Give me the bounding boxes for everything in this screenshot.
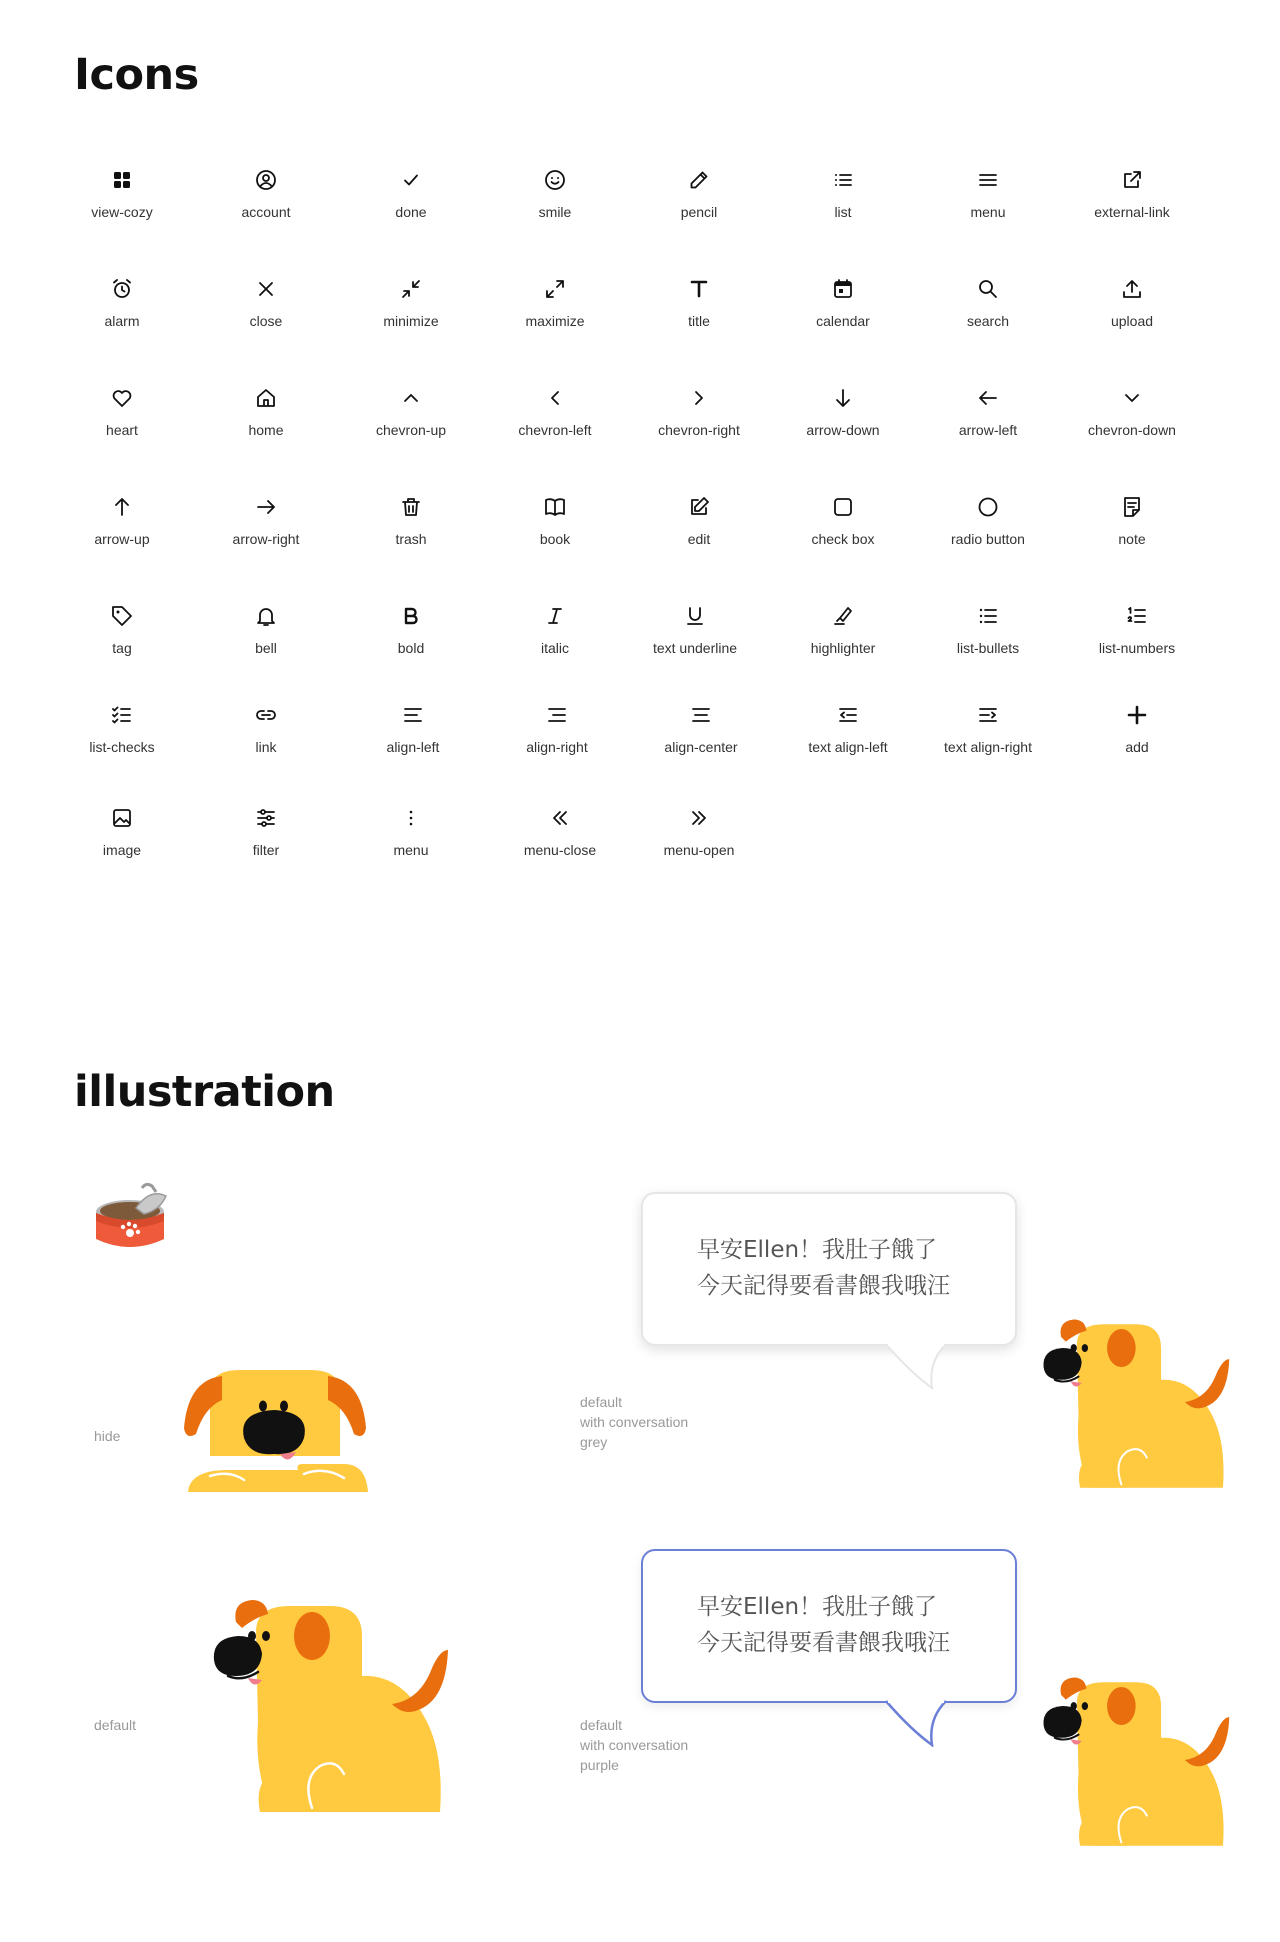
icon-label: trash (395, 531, 427, 547)
text-align-right-icon (975, 702, 1001, 728)
speech-bubble-purple-text (697, 1589, 950, 1661)
icon-label: check box (811, 531, 875, 547)
icon-cell-book (480, 494, 630, 547)
icon-cell-menu-open (624, 805, 774, 858)
icon-label: chevron-down (1088, 422, 1176, 438)
pencil-icon (686, 167, 712, 193)
arrow-right-icon (253, 494, 279, 520)
icon-label: title (688, 313, 710, 329)
close-icon (253, 276, 279, 302)
icon-cell-arrow-left (913, 385, 1063, 438)
filter-icon (253, 805, 279, 831)
icon-label: list-bullets (956, 640, 1020, 656)
chevron-left-icon (542, 385, 568, 411)
icon-cell-account (191, 167, 341, 220)
icon-cell-list (768, 167, 918, 220)
menu-open-icon (686, 805, 712, 831)
caption-line-1: default (580, 1717, 623, 1733)
dog-hide-illustration (180, 1362, 370, 1492)
caption-line-3: purple (580, 1757, 619, 1773)
icon-label: done (395, 204, 427, 220)
icon-cell-align-left (338, 702, 488, 755)
icon-cell-trash (336, 494, 486, 547)
icon-cell-add (1062, 702, 1212, 755)
conversation-purple-caption (580, 1715, 688, 1775)
icon-cell-align-center (626, 702, 776, 755)
icon-cell-external-link (1057, 167, 1207, 220)
list-numbers-icon (1124, 603, 1150, 629)
icon-label: minimize (383, 313, 439, 329)
link-icon (253, 702, 279, 728)
icon-label: search (966, 313, 1010, 329)
bubble-line-1: 早安Ellen！我肚子餓了 (697, 1594, 938, 1620)
icon-label: smile (538, 204, 572, 220)
icon-label: arrow-up (94, 531, 150, 547)
check-box-icon (830, 494, 856, 520)
tag-icon (109, 603, 135, 629)
icon-label: list-numbers (1098, 640, 1176, 656)
icon-label: book (539, 531, 571, 547)
icon-cell-italic (480, 603, 630, 656)
icon-cell-note (1057, 494, 1207, 547)
icon-cell-arrow-down (768, 385, 918, 438)
icon-cell-list-numbers (1062, 603, 1212, 656)
icon-cell-align-right (482, 702, 632, 755)
view-cozy-icon (109, 167, 135, 193)
arrow-left-icon (975, 385, 1001, 411)
icon-label: list (834, 204, 852, 220)
icon-cell-menu-dots (336, 805, 486, 858)
icon-label: edit (687, 531, 711, 547)
note-icon (1119, 494, 1145, 520)
conversation-grey-caption (580, 1392, 688, 1452)
dog-food-can-illustration (92, 1182, 172, 1254)
bubble-line-2: 今天記得要看書餵我哦汪 (697, 1273, 950, 1299)
alarm-icon (109, 276, 135, 302)
icon-cell-highlighter (768, 603, 918, 656)
speech-bubble-purple-tail (880, 1699, 960, 1747)
chevron-down-icon (1119, 385, 1145, 411)
icon-cell-bold (336, 603, 486, 656)
arrow-up-icon (109, 494, 135, 520)
icon-label: menu (970, 204, 1006, 220)
icon-cell-search (913, 276, 1063, 329)
maximize-icon (542, 276, 568, 302)
dog-conversation-grey-illustration (1042, 1314, 1242, 1490)
icon-label: arrow-left (958, 422, 1018, 438)
speech-bubble-grey (641, 1192, 1017, 1346)
icon-label: list-checks (89, 739, 155, 755)
icon-cell-tag (47, 603, 197, 656)
chevron-up-icon (398, 385, 424, 411)
dog-default-illustration (212, 1596, 464, 1812)
icon-label: text align-left (808, 739, 888, 755)
icon-cell-done (336, 167, 486, 220)
bell-icon (253, 603, 279, 629)
icon-cell-arrow-up (47, 494, 197, 547)
icon-label: radio button (951, 531, 1025, 547)
icon-cell-chevron-up (336, 385, 486, 438)
icon-label: menu-close (523, 842, 597, 858)
icon-cell-check-box (768, 494, 918, 547)
default-caption: default (94, 1717, 137, 1733)
align-center-icon (688, 702, 714, 728)
caption-line-3: grey (580, 1434, 608, 1450)
bold-icon (398, 603, 424, 629)
caption-line-1: default (580, 1394, 623, 1410)
icon-cell-chevron-left (480, 385, 630, 438)
upload-icon (1119, 276, 1145, 302)
icon-cell-calendar (768, 276, 918, 329)
icon-cell-smile (480, 167, 630, 220)
bubble-line-2: 今天記得要看書餵我哦汪 (697, 1630, 950, 1656)
icon-cell-maximize (480, 276, 630, 329)
hide-caption: hide (94, 1428, 121, 1444)
icon-cell-title (624, 276, 774, 329)
icon-label: alarm (104, 313, 140, 329)
icon-cell-bell (191, 603, 341, 656)
icon-cell-home (191, 385, 341, 438)
trash-icon (398, 494, 424, 520)
icon-label: link (255, 739, 277, 755)
icon-label: menu (393, 842, 429, 858)
icon-cell-list-bullets (913, 603, 1063, 656)
smile-icon (542, 167, 568, 193)
icon-label: align-center (664, 739, 738, 755)
icon-label: account (241, 204, 291, 220)
icon-label: italic (540, 640, 569, 656)
radio-button-icon (975, 494, 1001, 520)
book-icon (542, 494, 568, 520)
icon-cell-edit (624, 494, 774, 547)
caption-line-2: with conversation (580, 1737, 689, 1753)
icon-label: pencil (680, 204, 718, 220)
icon-label: maximize (525, 313, 585, 329)
icon-label: text underline (652, 640, 738, 656)
icon-label: bell (255, 640, 277, 656)
icon-label: chevron-up (375, 422, 447, 438)
icon-label: align-right (526, 739, 588, 755)
icon-cell-alarm (47, 276, 197, 329)
italic-icon (542, 603, 568, 629)
icon-label: upload (1110, 313, 1154, 329)
done-icon (398, 167, 424, 193)
menu-dots-icon (398, 805, 424, 831)
icon-label: text align-right (944, 739, 1032, 755)
icon-cell-view-cozy (47, 167, 197, 220)
icon-label: home (248, 422, 284, 438)
calendar-icon (830, 276, 856, 302)
external-link-icon (1119, 167, 1145, 193)
highlighter-icon (830, 603, 856, 629)
icon-label: chevron-left (518, 422, 592, 438)
icon-label: filter (252, 842, 280, 858)
icon-label: align-left (386, 739, 440, 755)
icon-label: arrow-down (806, 422, 880, 438)
search-icon (975, 276, 1001, 302)
list-icon (830, 167, 856, 193)
icon-label: close (249, 313, 283, 329)
icon-cell-link (191, 702, 341, 755)
icon-cell-chevron-down (1057, 385, 1207, 438)
speech-bubble-purple (641, 1549, 1017, 1703)
icon-cell-image (47, 805, 197, 858)
icon-label: view-cozy (91, 204, 153, 220)
icon-cell-pencil (624, 167, 774, 220)
icon-cell-list-checks (47, 702, 197, 755)
home-icon (253, 385, 279, 411)
speech-bubble-grey-tail (880, 1342, 960, 1390)
title-icon (686, 276, 712, 302)
icon-label: note (1118, 531, 1146, 547)
menu-close-icon (547, 805, 573, 831)
icon-cell-text-align-right (913, 702, 1063, 755)
icon-label: tag (112, 640, 132, 656)
icon-cell-chevron-right (624, 385, 774, 438)
align-right-icon (544, 702, 570, 728)
icon-cell-text-underline (620, 603, 770, 656)
icon-label: arrow-right (232, 531, 300, 547)
chevron-right-icon (686, 385, 712, 411)
account-icon (253, 167, 279, 193)
speech-bubble-grey-text (697, 1232, 950, 1304)
icon-cell-upload (1057, 276, 1207, 329)
text-underline-icon (682, 603, 708, 629)
dog-conversation-purple-illustration (1042, 1672, 1242, 1848)
icon-cell-minimize (336, 276, 486, 329)
icon-label: menu-open (663, 842, 735, 858)
icon-cell-heart (47, 385, 197, 438)
icon-label: heart (106, 422, 138, 438)
icon-cell-radio-button (913, 494, 1063, 547)
icon-label: add (1125, 739, 1149, 755)
caption-line-2: with conversation (580, 1414, 689, 1430)
icon-cell-arrow-right (191, 494, 341, 547)
arrow-down-icon (830, 385, 856, 411)
icons-section-title: Icons (74, 50, 199, 100)
list-checks-icon (109, 702, 135, 728)
illustration-section-title: illustration (74, 1067, 335, 1117)
align-left-icon (400, 702, 426, 728)
heart-icon (109, 385, 135, 411)
icon-cell-menu-close (485, 805, 635, 858)
text-align-left-icon (835, 702, 861, 728)
add-icon (1124, 702, 1150, 728)
icon-label: highlighter (810, 640, 876, 656)
icon-cell-menu (913, 167, 1063, 220)
list-bullets-icon (975, 603, 1001, 629)
icon-cell-text-align-left (773, 702, 923, 755)
icon-label: bold (397, 640, 425, 656)
icon-cell-close (191, 276, 341, 329)
minimize-icon (398, 276, 424, 302)
icon-label: chevron-right (658, 422, 740, 438)
bubble-line-1: 早安Ellen！我肚子餓了 (697, 1237, 938, 1263)
icon-cell-filter (191, 805, 341, 858)
edit-icon (686, 494, 712, 520)
icon-label: external-link (1094, 204, 1170, 220)
menu-icon (975, 167, 1001, 193)
icon-label: calendar (816, 313, 870, 329)
icon-label: image (102, 842, 142, 858)
image-icon (109, 805, 135, 831)
